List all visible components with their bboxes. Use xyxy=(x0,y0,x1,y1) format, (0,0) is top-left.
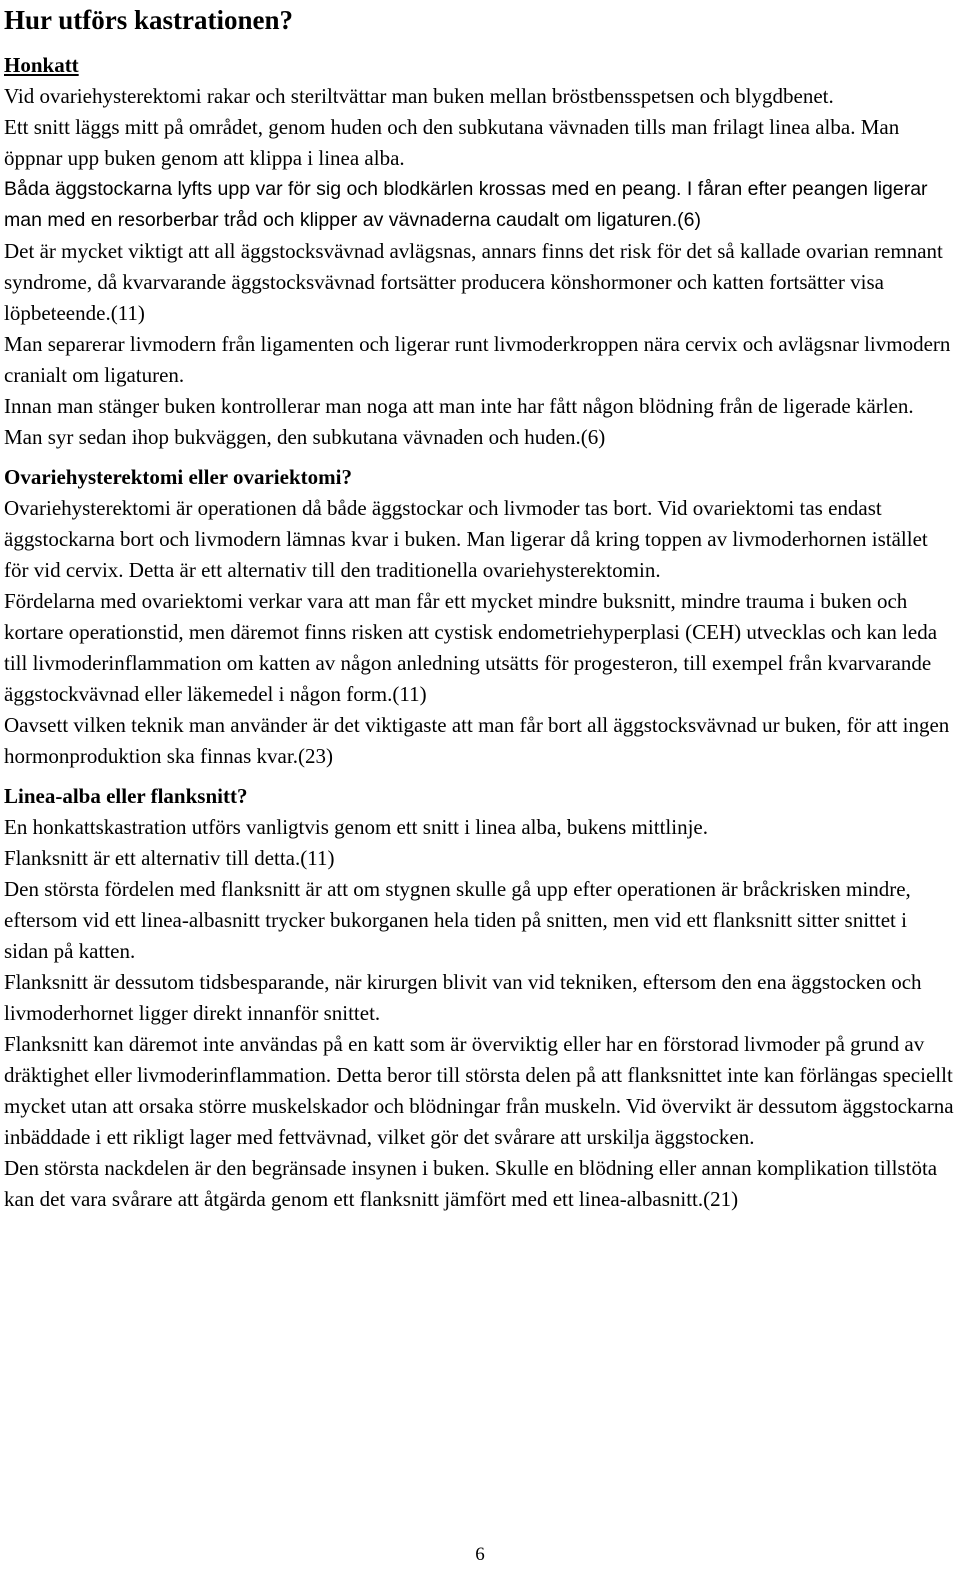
paragraph: Den största fördelen med flanksnitt är att om stygnen skulle gå upp efter operationen är bråckrisken mindre, eftersom vid ett linea-albasnitt trycker bukorganen hela tiden på snitten, men vid ett flanksnitt sitter snittet i sidan på katten. xyxy=(4,877,911,963)
page-number: 6 xyxy=(475,1544,485,1565)
section-linea-alba xyxy=(4,781,954,1215)
section-heading: Honkatt xyxy=(4,53,79,77)
paragraph: En honkattskastration utförs vanligtvis genom ett snitt i linea alba, bukens mittlinje. xyxy=(4,815,708,839)
paragraph: Båda äggstockarna lyfts upp var för sig och blodkärlen krossas med en peang. I fåran efter peangen ligerar man med en resorberbar tråd och klipper av vävnaderna caudalt om ligaturen.(6) xyxy=(4,178,928,231)
section-spacer xyxy=(4,453,954,462)
paragraph: Fördelarna med ovariektomi verkar vara att man får ett mycket mindre buksnitt, mindre trauma i buken och kortare operationstid, men däremot finns risken att cystisk endometriehyperplasi (CEH) utvecklas och kan leda till livmoderinflammation om katten av någon anledning utsätts för progesteron, till exempel från kvarvarande äggstockvävnad eller läkemedel i någon form.(11) xyxy=(4,589,938,706)
paragraph: Man separerar livmodern från ligamenten och ligerar runt livmoderkroppen nära cervix och avlägsnar livmodern cranialt om ligaturen. xyxy=(4,332,951,387)
section-honkatt xyxy=(4,50,954,453)
paragraph: Ovariehysterektomi är operationen då både äggstockar och livmoder tas bort. Vid ovariektomi tas endast äggstockarna bort och livmodern lämnas kvar i buken. Man ligerar då kring toppen av livmoderhornen istället för vid cervix. Detta är ett alternativ till den traditionella ovariehysterektomin. xyxy=(4,496,928,582)
paragraph: Man syr sedan ihop bukväggen, den subkutana vävnaden och huden.(6) xyxy=(4,425,606,449)
paragraph: Den största nackdelen är den begränsade insynen i buken. Skulle en blödning eller annan komplikation tillstöta kan det vara svårare att åtgärda genom ett flanksnitt jämfört med ett linea-albasnitt.(21) xyxy=(4,1156,938,1211)
paragraph: Oavsett vilken teknik man använder är det viktigaste att man får bort all äggstocksvävnad ur buken, för att ingen hormonproduktion ska finnas kvar.(23) xyxy=(4,713,950,768)
paragraph: Flanksnitt är dessutom tidsbesparande, när kirurgen blivit van vid tekniken, eftersom den ena äggstocken och livmoderhornet ligger direkt innanför snittet. xyxy=(4,970,922,1025)
page-title: Hur utförs kastrationen? xyxy=(4,5,294,35)
paragraph: Vid ovariehysterektomi rakar och steriltvättar man buken mellan bröstbensspetsen och blygdbenet. xyxy=(4,84,834,108)
document-page xyxy=(4,0,954,1215)
section-heading: Linea-alba eller flanksnitt? xyxy=(4,784,248,808)
section-ovariehysterektomi xyxy=(4,462,954,772)
paragraph: Det är mycket viktigt att all äggstocksvävnad avlägsnas, annars finns det risk för det så kallade ovarian remnant syndrome, då kvarvarande äggstocksvävnad fortsätter producera könshormoner och katten fortsätter visa löpbeteende.(11) xyxy=(4,239,943,325)
section-heading: Ovariehysterektomi eller ovariektomi? xyxy=(4,465,352,489)
paragraph: Innan man stänger buken kontrollerar man noga att man inte har fått någon blödning från de ligerade kärlen. xyxy=(4,394,914,418)
paragraph: Flanksnitt är ett alternativ till detta.(11) xyxy=(4,846,335,870)
paragraph: Flanksnitt kan däremot inte användas på en katt som är överviktig eller har en förstorad livmoder på grund av dräktighet eller livmoderinflammation. Detta beror till största delen på att flanksnittet inte kan förlängas speciellt mycket utan att orsaka större muskelskador och blödningar från muskeln. Vid övervikt är dessutom äggstockarna inbäddade i ett rikligt lager med fettvävnad, vilket gör det svårare att urskilja äggstocken. xyxy=(4,1032,954,1149)
section-spacer xyxy=(4,772,954,781)
paragraph: Ett snitt läggs mitt på området, genom huden och den subkutana vävnaden tills man frilagt linea alba. Man öppnar upp buken genom att klippa i linea alba. xyxy=(4,115,900,170)
